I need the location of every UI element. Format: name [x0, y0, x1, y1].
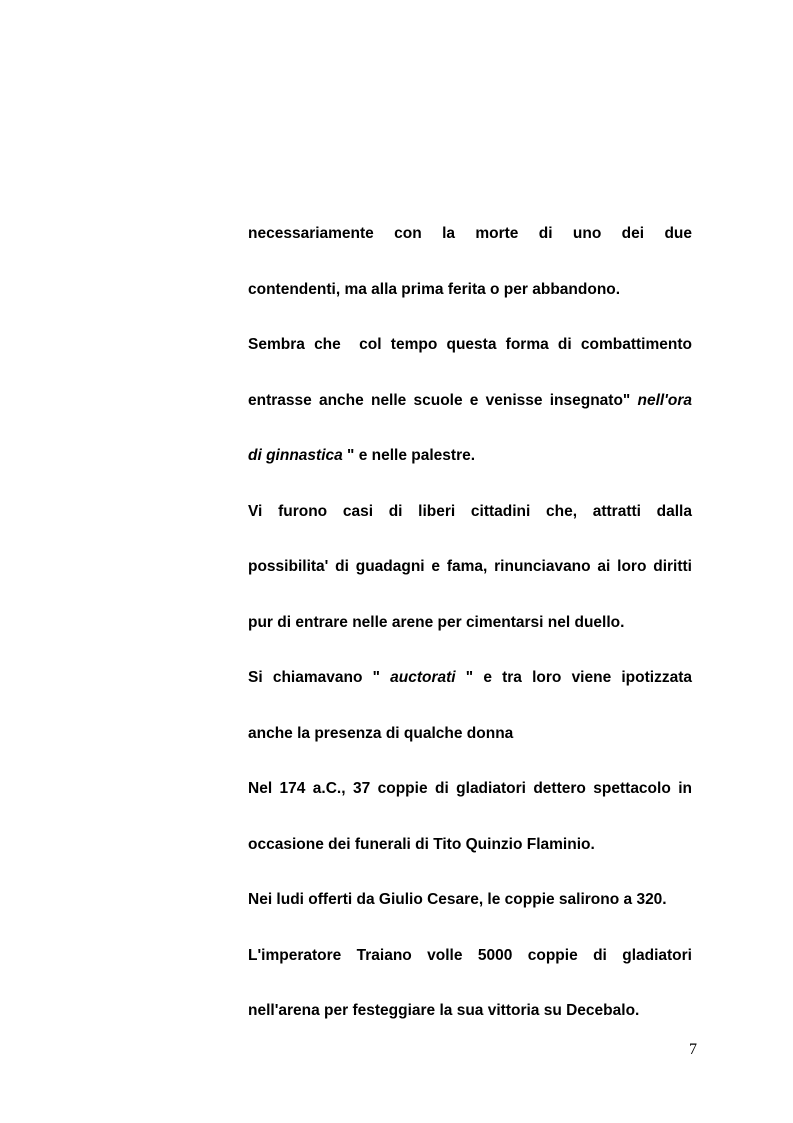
body-line-4-italic: nell'ora — [637, 392, 692, 409]
body-line-3-text: Sembra che col tempo questa forma di combattimento — [248, 336, 692, 353]
body-line-5 — [248, 444, 692, 468]
body-line-5-italic: di ginnastica — [248, 447, 343, 464]
body-line-5-text: " e nelle palestre. — [342, 447, 476, 464]
body-line-9 — [248, 666, 692, 690]
body-line-1: necessariamente con la morte di uno dei due — [248, 225, 692, 242]
body-line-7: possibilita' di guadagni e fama, rinunciavano ai loro diritti — [248, 558, 692, 575]
body-line-12: occasione dei funerali di Tito Quinzio Flaminio. — [248, 836, 595, 853]
body-line-6: Vi furono casi di liberi cittadini che, attratti dalla — [248, 503, 692, 520]
body-line-11: Nel 174 a.C., 37 coppie di gladiatori dettero spettacolo in — [248, 780, 692, 797]
body-line-9-italic: auctorati — [390, 669, 456, 686]
body-line-13: Nei ludi offerti da Giulio Cesare, le coppie salirono a 320. — [248, 891, 667, 908]
body-line-4-text: entrasse anche nelle scuole e venisse insegnato" — [248, 392, 638, 409]
body-line-10: anche la presenza di qualche donna — [248, 725, 514, 742]
body-line-8: pur di entrare nelle arene per cimentarsi nel duello. — [248, 614, 625, 631]
body-line-15: nell'arena per festeggiare la sua vittoria su Decebalo. — [248, 1002, 640, 1019]
page-number: 7 — [689, 1041, 697, 1058]
body-line-14: L'imperatore Traiano volle 5000 coppie di gladiatori — [248, 947, 692, 964]
body-line-2: contendenti, ma alla prima ferita o per abbandono. — [248, 281, 621, 298]
body-line-3 — [248, 333, 692, 357]
body-line-9-text-b: " e tra loro viene ipotizzata — [455, 669, 692, 686]
body-line-4 — [248, 389, 692, 413]
body-line-9-text-a: Si chiamavano " — [248, 669, 391, 686]
